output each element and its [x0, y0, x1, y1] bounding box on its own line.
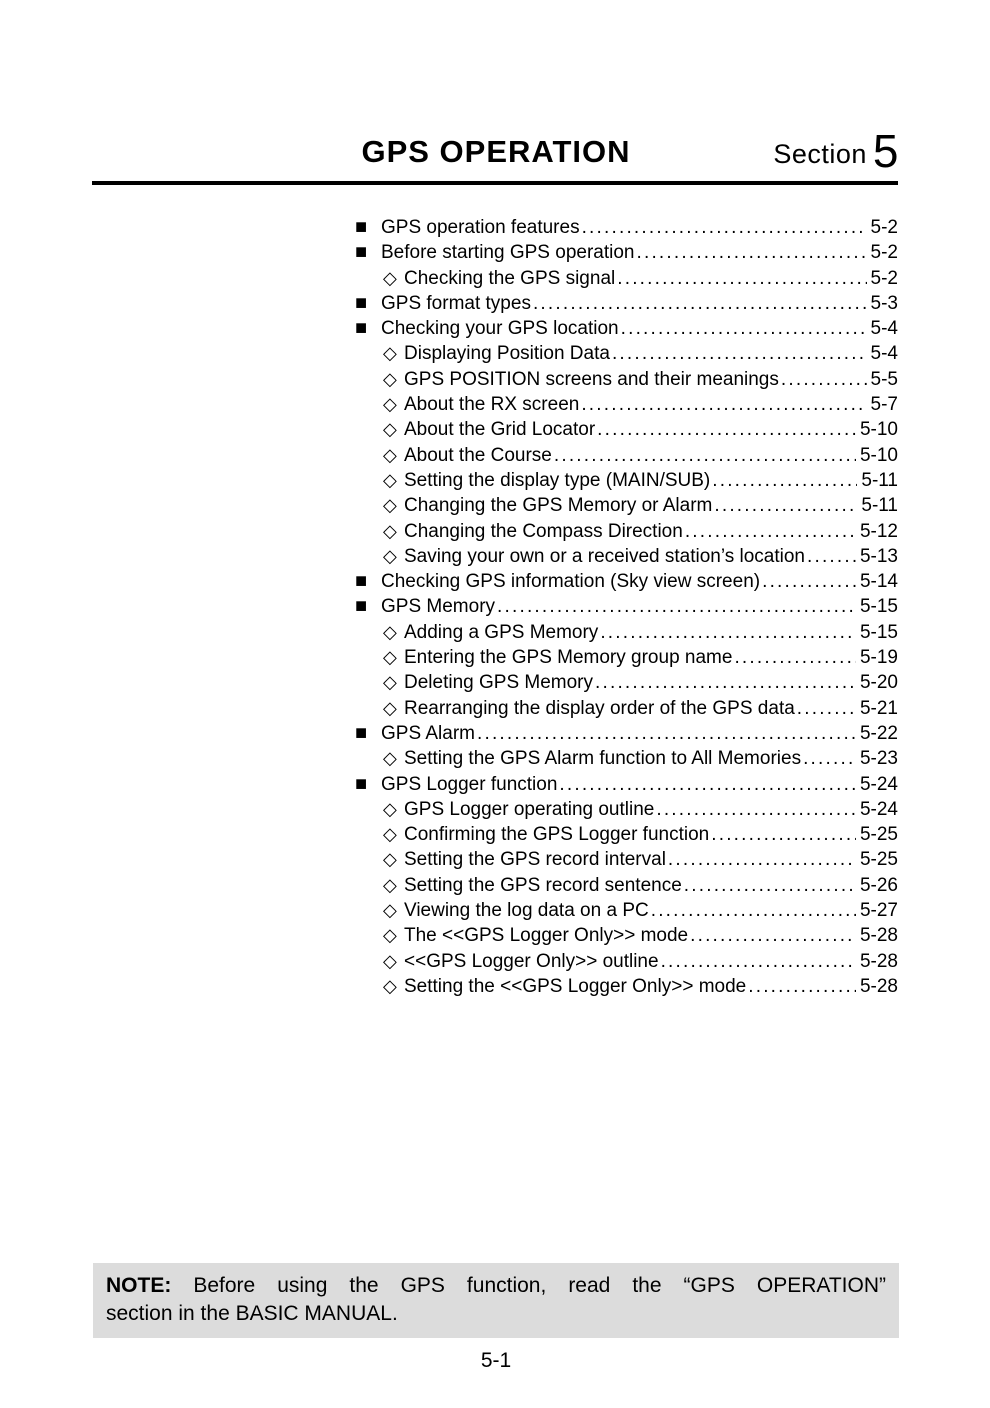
- toc-entry-label: Setting the GPS record interval: [404, 849, 666, 871]
- toc-entry-label: Confirming the GPS Logger function: [404, 824, 710, 846]
- table-of-contents: [355, 215, 898, 999]
- dot-leader: [748, 975, 856, 999]
- toc-entry-label: About the RX screen: [404, 394, 580, 416]
- toc-entry-label: Rearranging the display order of the GPS data: [404, 697, 795, 719]
- diamond-bullet-icon: ◇: [383, 520, 397, 541]
- dot-leader: [617, 267, 866, 291]
- toc-entry-page: 5-25: [859, 849, 898, 871]
- dot-leader: [597, 418, 856, 442]
- toc-entry-sub: [355, 645, 898, 670]
- diamond-bullet-icon: ◇: [383, 495, 397, 516]
- diamond-bullet-icon: ◇: [383, 748, 397, 769]
- toc-entry-page: 5-4: [870, 343, 898, 365]
- toc-entry-page: 5-20: [859, 672, 898, 694]
- toc-entry-page: 5-4: [870, 318, 898, 340]
- toc-entry-label: Viewing the log data on a PC: [404, 900, 649, 922]
- toc-entry-label: Displaying Position Data: [404, 343, 610, 365]
- toc-entry-page: 5-27: [859, 900, 898, 922]
- toc-entry-page: 5-22: [859, 722, 898, 744]
- dot-leader: [690, 924, 856, 948]
- note-text: [106, 1272, 886, 1328]
- toc-entry-label: Saving your own or a received station’s location: [404, 545, 805, 567]
- diamond-bullet-icon: ◇: [383, 798, 397, 819]
- toc-entry-sub: [355, 696, 898, 721]
- toc-entry-label: Deleting GPS Memory: [404, 672, 594, 694]
- dot-leader: [734, 646, 856, 670]
- toc-entry-label: GPS Logger operating outline: [404, 798, 655, 820]
- toc-entry-page: 5-26: [859, 874, 898, 896]
- square-bullet-icon: ■: [355, 595, 368, 618]
- toc-entry-label: GPS Logger function: [381, 773, 558, 795]
- dot-leader: [636, 241, 866, 265]
- dot-leader: [656, 798, 856, 822]
- page-title: GPS OPERATION: [361, 134, 631, 169]
- toc-entry-main: [355, 240, 898, 265]
- note-line-2: section in the BASIC MANUAL.: [106, 1302, 398, 1325]
- toc-entry-page: 5-21: [859, 697, 898, 719]
- toc-entry-label: About the Grid Locator: [404, 419, 596, 441]
- toc-entry-sub: [355, 367, 898, 392]
- diamond-bullet-icon: ◇: [383, 545, 397, 566]
- diamond-bullet-icon: ◇: [383, 672, 397, 693]
- toc-entry-page: 5-23: [859, 748, 898, 770]
- toc-entry-label: Checking the GPS signal: [404, 267, 616, 289]
- toc-entry-label: Changing the GPS Memory or Alarm: [404, 495, 713, 517]
- toc-entry-label: Checking your GPS location: [381, 318, 619, 340]
- toc-entry-main: [355, 316, 898, 341]
- toc-entry-label: GPS operation features: [381, 217, 580, 238]
- toc-entry-sub: [355, 392, 898, 417]
- toc-entry-page: 5-24: [859, 798, 898, 820]
- toc-entry-label: GPS Memory: [381, 596, 496, 618]
- diamond-bullet-icon: ◇: [383, 975, 397, 996]
- note-line-1: [106, 1272, 886, 1300]
- diamond-bullet-icon: ◇: [383, 368, 397, 389]
- section-label: [773, 125, 899, 177]
- dot-leader: [684, 874, 856, 898]
- toc-entry-sub: [355, 797, 898, 822]
- header-rule: [92, 181, 898, 185]
- toc-entry-sub: [355, 620, 898, 645]
- toc-entry-page: 5-10: [859, 444, 898, 466]
- square-bullet-icon: ■: [355, 241, 368, 264]
- dot-leader: [559, 773, 856, 797]
- toc-entry-page: 5-12: [859, 520, 898, 542]
- toc-entry-label: Checking GPS information (Sky view screen): [381, 571, 761, 593]
- dot-leader: [685, 520, 856, 544]
- dot-leader: [582, 216, 867, 240]
- dot-leader: [600, 621, 856, 645]
- toc-entry-page: 5-11: [861, 495, 898, 517]
- diamond-bullet-icon: ◇: [383, 824, 397, 845]
- toc-entry-sub: [355, 468, 898, 493]
- dot-leader: [554, 444, 856, 468]
- toc-entry-page: 5-5: [870, 368, 898, 390]
- toc-entry-page: 5-10: [859, 419, 898, 441]
- square-bullet-icon: ■: [355, 570, 368, 593]
- toc-entry-label: Setting the GPS Alarm function to All Memories: [404, 748, 802, 770]
- diamond-bullet-icon: ◇: [383, 469, 397, 490]
- toc-entry-label: Setting the <<GPS Logger Only>> mode: [404, 975, 747, 997]
- dot-leader: [781, 368, 867, 392]
- toc-entry-label: Setting the display type (MAIN/SUB): [404, 469, 711, 491]
- diamond-bullet-icon: ◇: [383, 647, 397, 668]
- toc-entry-page: 5-28: [859, 925, 898, 947]
- diamond-bullet-icon: ◇: [383, 900, 397, 921]
- toc-entry-page: 5-2: [870, 217, 898, 238]
- diamond-bullet-icon: ◇: [383, 444, 397, 465]
- dot-leader: [797, 697, 856, 721]
- toc-entry-label: GPS POSITION screens and their meanings: [404, 368, 779, 390]
- section-number: 5: [872, 125, 899, 177]
- dot-leader: [497, 595, 856, 619]
- diamond-bullet-icon: ◇: [383, 419, 397, 440]
- toc-entry-sub: [355, 847, 898, 872]
- dot-leader: [621, 317, 867, 341]
- dot-leader: [803, 747, 856, 771]
- toc-entry-page: 5-19: [859, 647, 898, 669]
- toc-entry-label: About the Course: [404, 444, 552, 466]
- toc-entry-page: 5-11: [861, 469, 898, 491]
- toc-entry-page: 5-28: [859, 975, 898, 997]
- dot-leader: [762, 570, 856, 594]
- dot-leader: [714, 494, 857, 518]
- toc-entry-label: Setting the GPS record sentence: [404, 874, 682, 896]
- note-label: NOTE:: [106, 1274, 172, 1297]
- dot-leader: [477, 722, 856, 746]
- diamond-bullet-icon: ◇: [383, 874, 397, 895]
- square-bullet-icon: ■: [355, 216, 368, 238]
- toc-entry-label: GPS Alarm: [381, 722, 475, 744]
- diamond-bullet-icon: ◇: [383, 394, 397, 415]
- toc-entry-label: Changing the Compass Direction: [404, 520, 683, 542]
- toc-entry-page: 5-13: [859, 545, 898, 567]
- toc-entry-page: 5-15: [859, 621, 898, 643]
- toc-entry-label: Before starting GPS operation: [381, 242, 635, 264]
- dot-leader: [668, 848, 856, 872]
- dot-leader: [711, 823, 856, 847]
- dot-leader: [612, 342, 867, 366]
- toc-entry-page: 5-28: [859, 950, 898, 972]
- square-bullet-icon: ■: [355, 772, 368, 795]
- toc-entry-label: The <<GPS Logger Only>> mode: [404, 925, 689, 947]
- toc-entry-sub: [355, 746, 898, 771]
- diamond-bullet-icon: ◇: [383, 697, 397, 718]
- toc-entry-main: [355, 772, 898, 797]
- toc-entry-sub: [355, 544, 898, 569]
- diamond-bullet-icon: ◇: [383, 925, 397, 946]
- toc-entry-label: Adding a GPS Memory: [404, 621, 599, 643]
- toc-entry-sub: [355, 493, 898, 518]
- toc-entry-page: 5-24: [859, 773, 898, 795]
- toc-entry-main: [355, 569, 898, 594]
- toc-entry-page: 5-15: [859, 596, 898, 618]
- note-box: [93, 1263, 899, 1338]
- toc-entry-sub: [355, 949, 898, 974]
- note-line-1-text: Before using the GPS function, read the “GPS OPERATION”: [171, 1274, 886, 1297]
- diamond-bullet-icon: ◇: [383, 950, 397, 971]
- dot-leader: [661, 950, 856, 974]
- square-bullet-icon: ■: [355, 291, 368, 314]
- toc-entry-main: [355, 594, 898, 619]
- diamond-bullet-icon: ◇: [383, 621, 397, 642]
- toc-entry-page: 5-2: [870, 242, 898, 264]
- toc-entry-page: 5-14: [859, 571, 898, 593]
- toc-entry-main: [355, 291, 898, 316]
- toc-entry-sub: [355, 443, 898, 468]
- toc-entry-sub: [355, 873, 898, 898]
- toc-entry-label: GPS format types: [381, 292, 531, 314]
- toc-entry-main: [355, 215, 898, 240]
- toc-entry-sub: [355, 898, 898, 923]
- dot-leader: [712, 469, 857, 493]
- toc-entry-page: 5-25: [859, 824, 898, 846]
- diamond-bullet-icon: ◇: [383, 343, 397, 364]
- toc-entry-page: 5-7: [870, 394, 898, 416]
- toc-entry-sub: [355, 974, 898, 999]
- toc-entry-label: <<GPS Logger Only>> outline: [404, 950, 659, 972]
- toc-entry-sub: [355, 670, 898, 695]
- square-bullet-icon: ■: [355, 317, 368, 340]
- toc-entry-page: 5-3: [870, 292, 898, 314]
- toc-entry-sub: [355, 519, 898, 544]
- dot-leader: [581, 393, 866, 417]
- toc-entry-sub: [355, 923, 898, 948]
- dot-leader: [533, 292, 867, 316]
- page-header: [93, 118, 899, 177]
- toc-entry-main: [355, 721, 898, 746]
- toc-entry-sub: [355, 266, 898, 291]
- toc-entry-sub: [355, 417, 898, 442]
- toc-entry-page: 5-2: [870, 267, 898, 289]
- square-bullet-icon: ■: [355, 721, 368, 744]
- section-word: Section: [773, 139, 867, 169]
- toc-entry-sub: [355, 341, 898, 366]
- dot-leader: [807, 545, 856, 569]
- dot-leader: [595, 671, 856, 695]
- toc-entry-label: Entering the GPS Memory group name: [404, 647, 733, 669]
- diamond-bullet-icon: ◇: [383, 849, 397, 870]
- page-number: 5-1: [480, 1349, 512, 1372]
- toc-entry-sub: [355, 822, 898, 847]
- dot-leader: [651, 899, 856, 923]
- diamond-bullet-icon: ◇: [383, 267, 397, 288]
